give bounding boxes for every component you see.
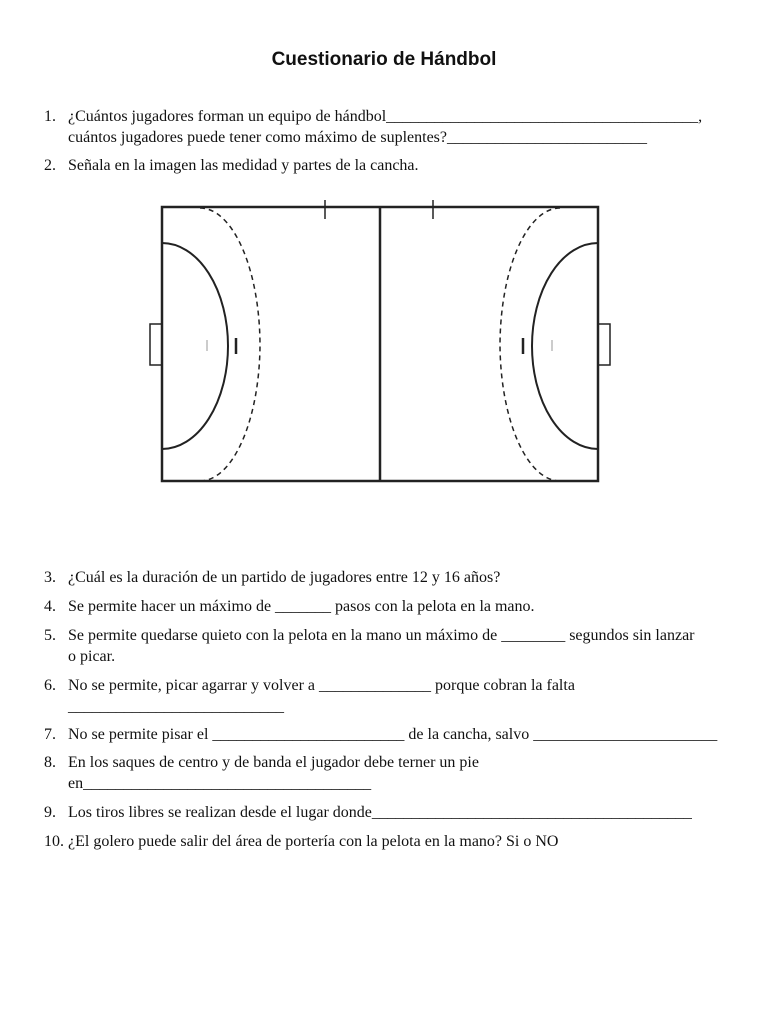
- question-text-line-1: ¿Cuántos jugadores forman un equipo de hándbol_______________________________________,: [68, 108, 703, 125]
- question-6: [44, 675, 762, 717]
- free-throw-line-right: [500, 208, 560, 481]
- page-title: Cuestionario de Hándbol: [271, 49, 497, 70]
- question-number: 3.: [44, 569, 56, 586]
- question-9: [44, 802, 762, 823]
- question-number: 2.: [44, 157, 56, 174]
- goal-right: [598, 324, 610, 365]
- question-5: [44, 625, 762, 667]
- question-number: 7.: [44, 726, 56, 743]
- question-text-line-1: ¿Cuál es la duración de un partido de jugadores entre 12 y 16 años?: [68, 569, 501, 586]
- question-text-line-1: Se permite quedarse quieto con la pelota en la mano un máximo de ________ segundos sin lanzar: [68, 627, 695, 644]
- question-number: 4.: [44, 598, 56, 615]
- question-3: [44, 567, 762, 588]
- question-text-line-1: ¿El golero puede salir del área de portería con la pelota en la mano? Si o NO: [68, 833, 559, 850]
- question-text-line-2: cuántos jugadores puede tener como máximo de suplentes?_________________________: [68, 129, 647, 146]
- question-text-line-1: Los tiros libres se realizan desde el lugar donde________________________________________: [68, 804, 692, 821]
- question-text-line-1: No se permite, picar agarrar y volver a ______________ porque cobran la falta: [68, 677, 575, 694]
- question-number: 9.: [44, 804, 56, 821]
- question-number: 1.: [44, 108, 56, 125]
- question-text-line-1: En los saques de centro y de banda el jugador debe terner un pie: [68, 754, 479, 771]
- question-10: [44, 831, 762, 852]
- question-4: [44, 596, 762, 617]
- goal-area-line-right: [532, 243, 598, 449]
- question-text-line-2: o picar.: [68, 648, 116, 665]
- goal-left: [150, 324, 162, 365]
- goal-area-line-left: [162, 243, 228, 449]
- handball-court-diagram: [148, 196, 612, 488]
- question-text-line-1: No se permite pisar el ________________________ de la cancha, salvo _______________________: [68, 726, 718, 743]
- question-1: [44, 106, 762, 148]
- question-8: [44, 752, 762, 794]
- free-throw-line-left: [200, 208, 260, 481]
- question-text-line-1: Se permite hacer un máximo de _______ pasos con la pelota en la mano.: [68, 598, 535, 615]
- question-2: [44, 155, 762, 176]
- question-text-line-2: ___________________________: [68, 698, 284, 715]
- question-number: 5.: [44, 627, 56, 644]
- question-text-line-2: en____________________________________: [68, 775, 372, 792]
- question-7: [44, 724, 762, 745]
- question-number: 6.: [44, 677, 56, 694]
- question-number: 10.: [44, 833, 64, 850]
- question-number: 8.: [44, 754, 56, 771]
- question-text-line-1: Señala en la imagen las medidad y partes de la cancha.: [68, 157, 419, 174]
